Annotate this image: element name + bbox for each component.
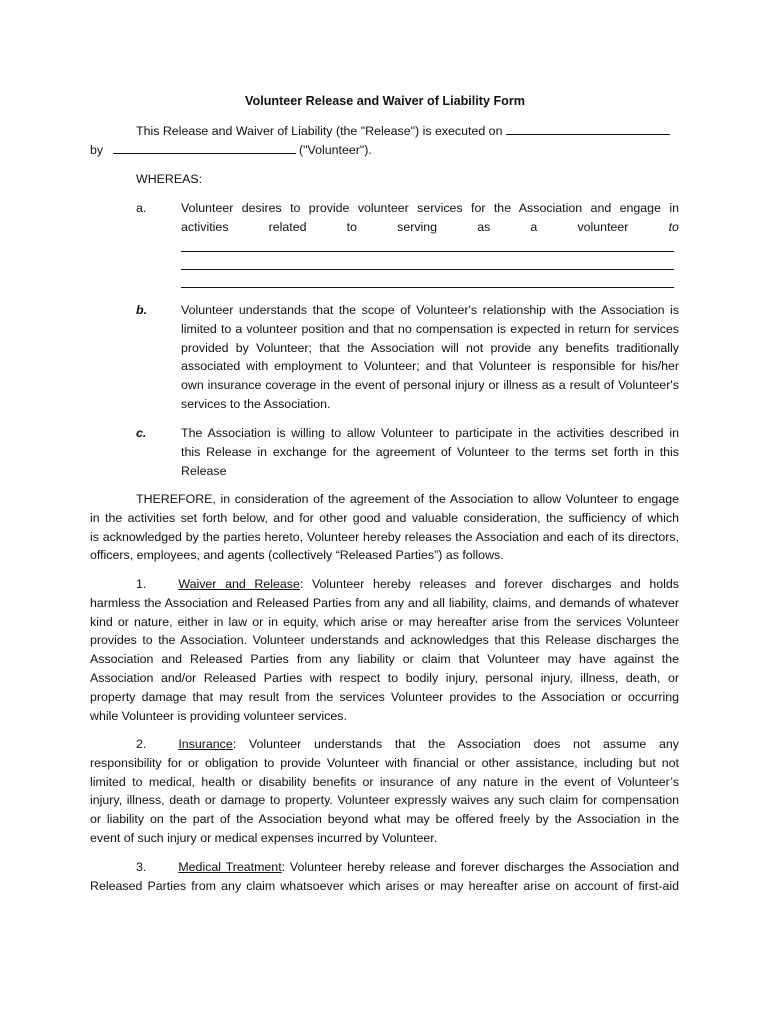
therefore-paragraph (90, 490, 679, 565)
section-3-first-line (90, 858, 679, 877)
text-line: Association and/or Released Parties with respect to bodily injury, personal injury, illness, death, or (90, 670, 679, 685)
volunteer-name-blank[interactable] (113, 141, 296, 154)
text-line: THEREFORE, in consideration of the agreement of the Association to allow Volunteer to engage (136, 492, 679, 506)
text-line: Released Parties from any claim whatsoever which arises or may hereafter arise on account of first-aid (90, 878, 679, 893)
text-line: own insurance coverage in the event of personal injury or illness as a result of Volunteer's (181, 378, 679, 393)
section-text: : Volunteer hereby release and forever discharges the Association and (281, 860, 679, 874)
intro-text: This Release and Waiver of Liability (the "Release") is executed on (136, 124, 503, 138)
word: volunteer (577, 220, 629, 234)
whereas-heading: WHEREAS: (136, 172, 203, 186)
word: to (668, 220, 679, 234)
text-line: is acknowledged by the parties hereto, Volunteer hereby releases the Association and each of its directors, (90, 529, 679, 544)
activity-blank-line-2[interactable] (181, 269, 674, 270)
section-2-first-line (90, 735, 679, 754)
text-line: provided by Volunteer; that the Association will not provide any benefits traditionally (181, 340, 679, 355)
text-line: officers, employees, and agents (collectively “Released Parties”) as follows. (90, 548, 504, 563)
recital-b-text (181, 301, 679, 414)
text-line: event of such injury or medical expenses incurred by Volunteer. (90, 830, 438, 845)
document-title: Volunteer Release and Waiver of Liability Form (245, 94, 525, 108)
recital-a-marker: a. (136, 201, 147, 215)
intro-line (136, 122, 670, 141)
text-line: associated with employment to Volunteer; and that Volunteer is responsible for his/her (181, 359, 679, 374)
section-text: : Volunteer understands that the Association does not assume any (232, 737, 679, 751)
text-line: in the activities set forth below, and for other good and valuable consideration, the sufficiency of which (90, 510, 679, 525)
recital-b-marker: b. (136, 303, 148, 317)
date-blank[interactable] (506, 122, 670, 135)
word: serving (397, 220, 438, 234)
recital-c-text (181, 424, 679, 480)
section-number: 3. (136, 860, 147, 874)
text-line: Association and Released Parties from any liability or claim that Volunteer may have against the (90, 652, 679, 667)
activity-blank-line-1[interactable] (181, 251, 674, 252)
text-line: limited to medical, health or disability benefits or insurance of any nature in the event of Volunteer’s (90, 774, 679, 789)
text-line: property damage that may result from the services Volunteer provides to the Association or occurring (90, 689, 679, 704)
section-number: 2. (136, 737, 147, 751)
section-heading: Insurance (178, 737, 233, 751)
section-1-waiver (90, 575, 679, 725)
text-line: while Volunteer is providing volunteer services. (90, 708, 347, 723)
by-label: by (90, 143, 104, 157)
text-line: services to the Association. (181, 396, 331, 411)
section-text: : Volunteer hereby releases and forever discharges and holds (299, 577, 679, 591)
section-heading: Medical Treatment (178, 860, 282, 874)
section-heading: Waiver and Release (178, 577, 300, 591)
text-line: Volunteer understands that the scope of Volunteer's relationship with the Association is (181, 303, 679, 317)
text-line: The Association is willing to allow Volunteer to participate in the activities described in (181, 426, 679, 440)
recital-a-line2 (181, 218, 679, 237)
recital-a-line1: Volunteer desires to provide volunteer services for the Association and engage in (181, 201, 679, 215)
section-3-medical (90, 858, 679, 896)
text-line: Release (181, 463, 227, 478)
word: a (530, 220, 538, 234)
text-line: or liability on the part of the Association beyond what may be offered freely by the Association in the (90, 812, 679, 827)
text-line: kind or nature, either in law or in equity, which arise or may hereafter arise from the services Volunteer (90, 614, 679, 629)
text-line: limited to a volunteer position and that no compensation is expected in return for services (181, 321, 679, 336)
volunteer-suffix: ("Volunteer"). (299, 143, 372, 157)
section-2-insurance (90, 735, 679, 848)
section-number: 1. (136, 577, 147, 591)
activity-blank-line-3[interactable] (181, 287, 674, 288)
text-line: responsibility for or obligation to provide Volunteer with financial or other assistance, including but not (90, 755, 679, 770)
word: to (346, 220, 357, 234)
text-line: this Release in exchange for the agreement of Volunteer to the terms set forth in this (181, 444, 679, 459)
word: related (268, 220, 307, 234)
by-line (90, 141, 372, 160)
section-1-first-line (90, 575, 679, 594)
text-line: provides to the Association. Volunteer understands and acknowledges that this Release discharges the (90, 633, 679, 648)
text-line: harmless the Association and Released Parties from any and all liability, claims, and demands of whatever (90, 595, 679, 610)
word: as (477, 220, 491, 234)
text-line: injury, illness, death or damage to property. Volunteer expressly waives any such claim for compensation (90, 793, 679, 808)
recital-c-marker: c. (136, 426, 147, 440)
word: activities (181, 220, 229, 234)
